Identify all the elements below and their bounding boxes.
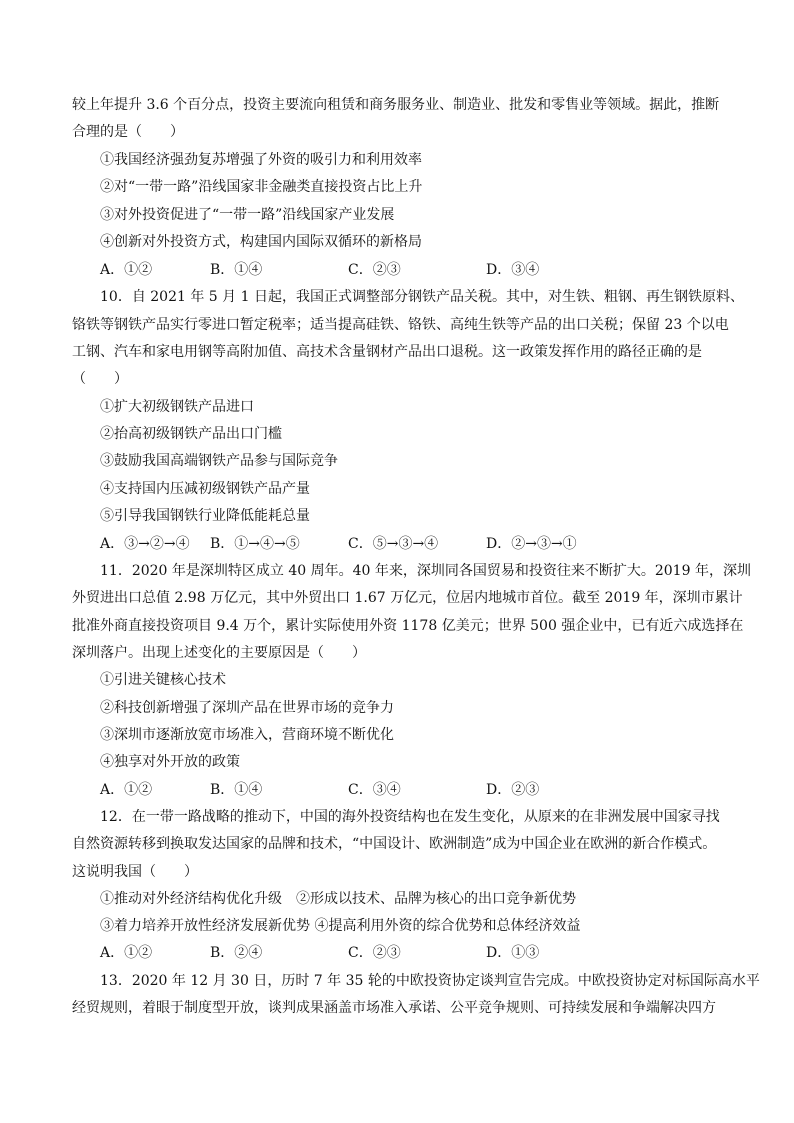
q12-stem-line: 这说明我国（ ） <box>72 864 198 880</box>
q10-item: ③鼓励我国高端钢铁产品参与国际竞争 <box>100 453 338 469</box>
q10-item: ④支持国内压减初级钢铁产品产量 <box>100 481 310 497</box>
q12-option-c: C．②③ <box>348 945 401 961</box>
q11-item: ③深圳市逐渐放宽市场准入，营商环境不断优化 <box>100 727 394 743</box>
q10-option-d: D．②→③→① <box>486 536 577 552</box>
q12-item: ①推动对外经济结构优化升级 ②形成以技术、品牌为核心的出口竞争新优势 <box>100 891 576 907</box>
q12-stem-line: 自然资源转移到换取发达国家的品牌和技术，“中国设计、欧洲制造”成为中国企业在欧洲的新合作模式。 <box>72 836 717 852</box>
q9-option-a: A．①② <box>100 262 153 278</box>
q10-item: ⑤引导我国钢铁行业降低能耗总量 <box>100 508 310 524</box>
q11-option-c: C．③④ <box>348 782 401 798</box>
q13-stem-line: 经贸规则，着眼于制度型开放，谈判成果涵盖市场准入承诺、公平竞争规则、可持续发展和争端解决四方 <box>72 1000 716 1016</box>
q12-stem-line: 12．在一带一路战略的推动下，中国的海外投资结构也在发生变化，从原来的在非洲发展中国家寻找 <box>100 809 720 825</box>
q12-option-d: D．①③ <box>486 945 540 961</box>
q13-stem-line: 13．2020 年 12 月 30 日，历时 7 年 35 轮的中欧投资协定谈判宣告完成。中欧投资协定对标国际高水平 <box>100 973 760 989</box>
q11-stem-line: 深圳落户。出现上述变化的主要原因是（ ） <box>72 645 366 661</box>
q9-option-c: C．②③ <box>348 262 401 278</box>
q9-stem-line: 较上年提升 3.6 个百分点，投资主要流向租赁和商务服务业、制造业、批发和零售业等领域。据此，推断 <box>72 97 720 113</box>
q11-stem-line: 11．2020 年是深圳特区成立 40 周年。40 年来，深圳同各国贸易和投资往来不断扩大。2019 年，深圳 <box>100 563 751 579</box>
q9-item: ②对“一带一路”沿线国家非金融类直接投资占比上升 <box>100 179 423 195</box>
q11-stem-line: 外贸进出口总值 2.98 万亿元，其中外贸出口 1.67 万亿元，位居内地城市首位。截至 2019 年，深圳市累计 <box>72 590 743 606</box>
q12-item: ③着力培养开放性经济发展新优势 ④提高利用外资的综合优势和总体经济效益 <box>100 918 581 934</box>
q11-option-b: B．①④ <box>210 782 263 798</box>
q10-item: ①扩大初级钢铁产品进口 <box>100 399 254 415</box>
q11-option-a: A．①② <box>100 782 153 798</box>
q10-option-a: A．③→②→④ <box>100 536 190 552</box>
q11-item: ②科技创新增强了深圳产品在世界市场的竞争力 <box>100 700 394 716</box>
q9-option-b: B．①④ <box>210 262 263 278</box>
q10-stem-line: 铬铁等钢铁产品实行零进口暂定税率；适当提高硅铁、铬铁、高纯生铁等产品的出口关税；保留 23 个以电 <box>72 317 729 333</box>
q9-item: ③对外投资促进了“一带一路”沿线国家产业发展 <box>100 207 395 223</box>
q12-option-a: A．①② <box>100 945 153 961</box>
q10-option-c: C．⑤→③→④ <box>348 536 439 552</box>
q10-stem-line: 10．自 2021 年 5 月 1 日起，我国正式调整部分钢铁产品关税。其中，对生铁、粗钢、再生钢铁原料、 <box>100 289 744 305</box>
q9-item: ④创新对外投资方式，构建国内国际双循环的新格局 <box>100 234 422 250</box>
q9-item: ①我国经济强劲复苏增强了外资的吸引力和利用效率 <box>100 152 422 168</box>
q9-option-d: D．③④ <box>486 262 540 278</box>
q10-stem-line: 工钢、汽车和家电用钢等高附加值、高技术含量钢材产品出口退税。这一政策发挥作用的路径正确的是 <box>72 344 702 360</box>
q11-item: ①引进关键核心技术 <box>100 672 226 688</box>
q10-option-b: B．①→④→⑤ <box>210 536 300 552</box>
q11-stem-line: 批准外商直接投资项目 9.4 万个，累计实际使用外资 1178 亿美元；世界 500 强企业中，已有近六成选择在 <box>72 618 744 634</box>
q12-option-b: B．②④ <box>210 945 263 961</box>
q10-stem-line: （ ） <box>72 371 128 387</box>
q10-item: ②抬高初级钢铁产品出口门槛 <box>100 426 282 442</box>
q11-option-d: D．②③ <box>486 782 540 798</box>
q11-item: ④独享对外开放的政策 <box>100 754 240 770</box>
q9-stem-line: 合理的是（ ） <box>72 124 184 140</box>
